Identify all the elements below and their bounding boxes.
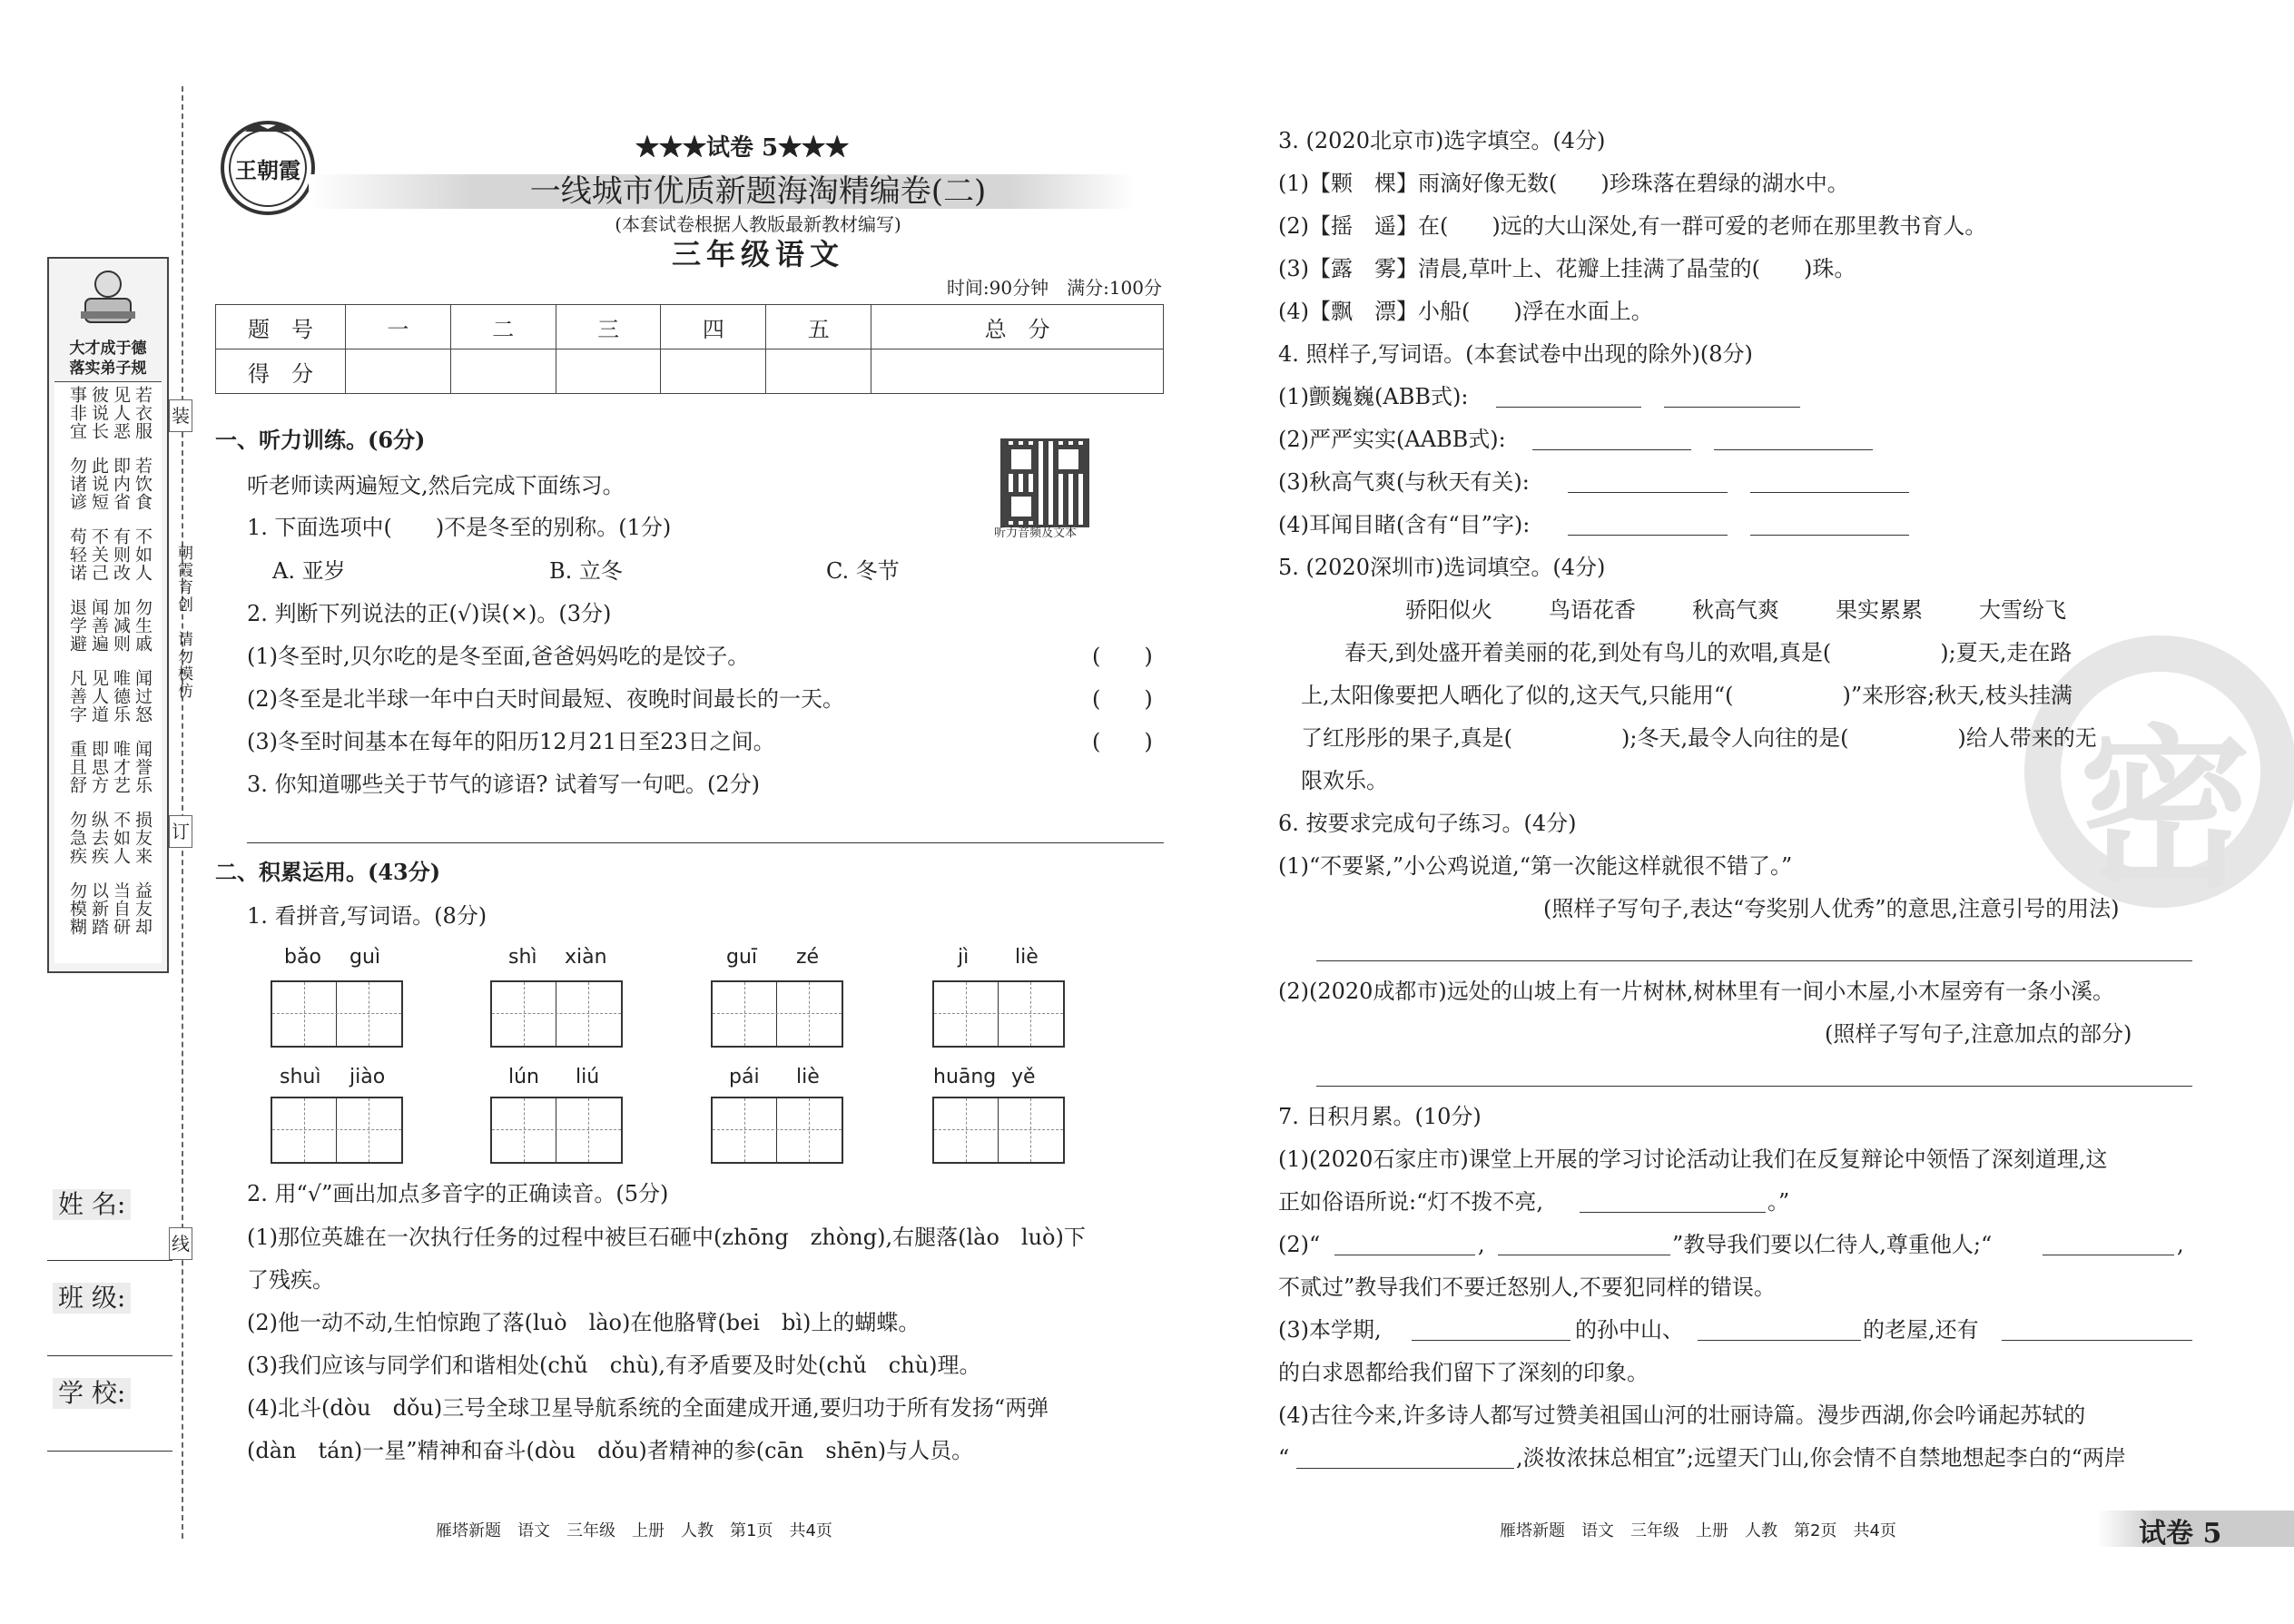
r-q4-item: (4)耳闻目睹(含有“目”字):	[1278, 512, 1531, 537]
proverb: 以新踏	[89, 881, 109, 936]
s1-q2: 2. 判断下列说法的正(√)误(×)。(3分)	[247, 601, 612, 626]
score-cell[interactable]	[871, 349, 1164, 394]
proverb: 闻誉乐	[133, 740, 153, 794]
student-figure-icon	[76, 266, 140, 330]
writing-grid[interactable]	[932, 980, 1065, 1048]
seal-label: 订	[169, 815, 192, 848]
score-header-cell: 一	[346, 305, 451, 349]
seal-label: 线	[169, 1227, 192, 1260]
proverb: 重且舒	[67, 740, 87, 794]
pinyin: xiàn	[565, 946, 607, 969]
proverb: 加减则	[111, 598, 131, 653]
q7-1-end: 。”	[1767, 1189, 1790, 1215]
s1-q1-option-b[interactable]: B. 立冬	[549, 558, 623, 584]
s2-q2: 2. 用“√”画出加点多音字的正确读音。(5分)	[247, 1181, 669, 1206]
score-header-cell: 三	[556, 305, 661, 349]
s1-q2-item: (3)冬至时间基本在每年的阳历12月21日至23日之间。	[247, 729, 775, 754]
word-option: 大雪纷飞	[1979, 597, 2066, 623]
r-q3-item: (3)【露 雾】清晨,草叶上、花瓣上挂满了晶莹的( )珠。	[1278, 256, 1856, 281]
q7-comma: ,	[1478, 1232, 1485, 1257]
answer-line[interactable]	[1580, 1212, 1766, 1213]
proverb: 彼说长	[89, 386, 109, 440]
proverb: 益友却	[133, 881, 153, 936]
qr-caption: 听力音频及文本	[994, 527, 1078, 540]
score-row-label: 得 分	[216, 349, 346, 394]
s1-q1: 1. 下面选项中( )不是冬至的别称。(1分)	[247, 515, 672, 540]
writing-grid[interactable]	[490, 980, 623, 1048]
writing-grid[interactable]	[271, 1097, 403, 1164]
motto-top: 大才成于德	[69, 340, 147, 358]
section1-title: 一、听力训练。(6分)	[215, 427, 426, 453]
s2-q2-line: (3)我们应该与同学们和谐相处(chǔ chù),有矛盾要及时处(chǔ chù)理。	[247, 1353, 981, 1378]
r-q3-item: (1)【颗 棵】雨滴好像无数( )珍珠落在碧绿的湖水中。	[1278, 171, 1849, 196]
proverb-grid	[54, 381, 162, 963]
proverb: 不如人	[133, 527, 153, 582]
pinyin: yě	[1011, 1066, 1036, 1088]
r-q7-line: 的白求恩都给我们留下了深刻的印象。	[1278, 1360, 1649, 1385]
score-cell[interactable]	[766, 349, 871, 394]
proverb: 勿模糊	[67, 881, 87, 936]
name-label: 姓 名:	[53, 1189, 131, 1220]
s1-q1-option-c[interactable]: C. 冬节	[826, 558, 900, 584]
proverb: 即内省	[111, 457, 131, 511]
writing-grid[interactable]	[711, 1097, 843, 1164]
pinyin: bǎo	[284, 946, 321, 969]
q5-passage-line: 上,太阳像要把人晒化了似的,这天气,只能用“( )”来形容;秋天,枝头挂满	[1301, 683, 2072, 708]
answer-line[interactable]	[1698, 1340, 1861, 1341]
proverb: 唯德乐	[111, 669, 131, 723]
proverb: 苟轻诺	[67, 527, 87, 582]
proverb: 闻过怒	[133, 669, 153, 723]
score-header-cell: 二	[450, 305, 556, 349]
answer-line[interactable]	[1750, 535, 1909, 536]
r-q6-2: (2)(2020成都市)远处的山坡上有一片树林,树林里有一间小木屋,小木屋旁有一条小溪。	[1278, 979, 2115, 1004]
pinyin: shuì	[280, 1066, 321, 1088]
answer-line[interactable]	[1532, 449, 1691, 450]
score-header-cell: 五	[766, 305, 871, 349]
proverb: 当自研	[111, 881, 131, 936]
answer-line[interactable]	[247, 842, 1164, 843]
watermark-text: 密	[2079, 708, 2252, 910]
q7-comma: ,	[2177, 1232, 2184, 1257]
r-q7-line: (2)“	[1278, 1232, 1321, 1257]
pinyin: zé	[796, 946, 820, 969]
answer-line[interactable]	[1412, 1340, 1570, 1341]
proverb: 纵去疾	[89, 811, 109, 865]
answer-line[interactable]	[1568, 492, 1728, 493]
score-table-score-row	[216, 349, 1164, 394]
answer-line[interactable]	[1496, 407, 1641, 408]
answer-paren[interactable]: ( )	[1092, 729, 1153, 754]
score-header-cell: 四	[661, 305, 766, 349]
proverb: 唯才艺	[111, 740, 131, 794]
answer-paren[interactable]: ( )	[1092, 644, 1153, 669]
proverb: 见人恶	[111, 386, 131, 440]
pinyin: jì	[958, 946, 970, 969]
s2-q1: 1. 看拼音,写词语。(8分)	[247, 903, 487, 929]
q7-3-b: 的老屋,还有	[1863, 1317, 1979, 1343]
pinyin: liè	[796, 1066, 820, 1088]
r-q5: 5. (2020深圳市)选词填空。(4分)	[1278, 555, 1606, 580]
answer-line[interactable]	[1750, 492, 1909, 493]
writing-grid[interactable]	[490, 1097, 623, 1164]
r-q7-line: 正如俗语所说:“灯不拨不亮,	[1278, 1189, 1543, 1215]
proverb: 事非宜	[67, 386, 87, 440]
proverb: 若衣服	[133, 386, 153, 440]
word-option: 骄阳似火	[1405, 597, 1492, 623]
pinyin: liú	[576, 1066, 600, 1088]
s2-q2-line: (dàn tán)一星”精神和奋斗(dòu dǒu)者精神的参(cān shēn)与人员。	[247, 1438, 974, 1463]
r-q3-item: (2)【摇 遥】在( )远的大山深处,有一群可爱的老师在那里教书育人。	[1278, 213, 1987, 239]
proverb: 不如人	[111, 811, 131, 865]
r-q6-1: (1)“不要紧,”小公鸡说道,“第一次能这样就很不错了。”	[1278, 853, 1793, 879]
proverb: 此说短	[89, 457, 109, 511]
proverb: 勿诸谚	[67, 457, 87, 511]
section1-intro: 听老师读两遍短文,然后完成下面练习。	[247, 473, 625, 498]
r-q6-2-note: (照样子写句子,注意加点的部分)	[1825, 1021, 2132, 1047]
s2-q2-line: (2)他一动不动,生怕惊跑了落(luò lào)在他胳臂(bei bì)上的蝴蝶。	[247, 1310, 921, 1335]
r-q4-item: (1)颤巍巍(ABB式):	[1278, 384, 1469, 409]
pinyin: shì	[508, 946, 537, 969]
score-cell[interactable]	[346, 349, 451, 394]
proverb-panel	[47, 257, 169, 973]
r-q7-line: (1)(2020石家庄市)课堂上开展的学习讨论活动让我们在反复辩论中领悟了深刻道理,这	[1278, 1147, 2108, 1172]
qr-code-icon[interactable]	[1000, 438, 1089, 527]
proverb: 勿急疾	[67, 811, 87, 865]
brand-logo	[218, 118, 318, 218]
pinyin: lún	[508, 1066, 539, 1088]
answer-line[interactable]	[1714, 449, 1873, 450]
s2-q2-line: (1)那位英雄在一次执行任务的过程中被巨石砸中(zhōng zhòng),右腿落(lào luò)下	[247, 1225, 1086, 1250]
pinyin: guì	[350, 946, 381, 969]
footer-left: 雁塔新题 语文 三年级 上册 人教 第1页 共4页	[436, 1521, 832, 1540]
proverb: 见人道	[89, 669, 109, 723]
writing-grid[interactable]	[932, 1097, 1065, 1164]
pinyin: pái	[729, 1066, 760, 1088]
proverb: 即思方	[89, 740, 109, 794]
test-number: ★★★试卷 5★★★	[635, 134, 850, 162]
binding-line	[182, 86, 183, 1539]
logo-text: 王朝霞	[235, 157, 300, 183]
school-field[interactable]	[47, 1451, 172, 1452]
q5-passage-line: 限欢乐。	[1301, 768, 1388, 793]
word-option: 果实累累	[1836, 597, 1923, 623]
score-header-cell: 总 分	[871, 305, 1164, 349]
s2-q2-line: 了残疾。	[247, 1267, 334, 1293]
q7-2-mid: ”教导我们要以仁待人,尊重他人;“	[1672, 1232, 1993, 1257]
r-q3: 3. (2020北京市)选字填空。(4分)	[1278, 128, 1606, 153]
pinyin: jiào	[350, 1066, 386, 1088]
r-q3-item: (4)【飘 漂】小船( )浮在水面上。	[1278, 299, 1653, 324]
proverb: 损友来	[133, 811, 153, 865]
proverb: 退学避	[67, 598, 87, 653]
pinyin: liè	[1015, 946, 1039, 969]
q7-3-a: 的孙中山、	[1575, 1317, 1684, 1343]
footer-right: 雁塔新题 语文 三年级 上册 人教 第2页 共4页	[1500, 1521, 1896, 1540]
grade-title: 三年级语文	[671, 237, 844, 271]
name-field[interactable]	[47, 1260, 172, 1261]
score-cell[interactable]	[556, 349, 661, 394]
s1-q2-item: (1)冬至时,贝尔吃的是冬至面,爸爸妈妈吃的是饺子。	[247, 644, 750, 669]
class-field[interactable]	[47, 1355, 172, 1356]
proverb: 有则改	[111, 527, 131, 582]
proverb: 凡善字	[67, 669, 87, 723]
score-header-cell: 题 号	[216, 305, 346, 349]
answer-line[interactable]	[1316, 1086, 2192, 1087]
school-label: 学 校:	[53, 1378, 131, 1409]
answer-line[interactable]	[1316, 960, 2192, 961]
main-title: 一线城市优质新题海淘精编卷(二)	[529, 173, 987, 210]
writing-grid[interactable]	[271, 980, 403, 1048]
r-q6-1-note: (照样子写句子,表达“夸奖别人优秀”的意思,注意引号的用法)	[1543, 896, 2120, 921]
pinyin: guī	[726, 946, 758, 969]
score-table-header-row	[216, 305, 1164, 349]
proverb: 勿生戚	[133, 598, 153, 653]
section2-title: 二、积累运用。(43分)	[215, 859, 441, 885]
class-label: 班 级:	[53, 1283, 131, 1314]
r-q6: 6. 按要求完成句子练习。(4分)	[1278, 811, 1577, 836]
answer-line[interactable]	[1296, 1468, 1514, 1469]
word-option: 秋高气爽	[1692, 597, 1779, 623]
proverb: 不关己	[89, 527, 109, 582]
s1-q3: 3. 你知道哪些关于节气的谚语? 试着写一句吧。(2分)	[247, 772, 761, 797]
score-table	[215, 304, 1164, 394]
writing-grid[interactable]	[711, 980, 843, 1048]
answer-line[interactable]	[1568, 535, 1728, 536]
pinyin: huāng	[933, 1066, 997, 1088]
score-cell[interactable]	[661, 349, 766, 394]
q5-passage-line: 了红彤彤的果子,真是( );冬天,最令人向往的是( )给人带来的无	[1301, 725, 2097, 751]
s2-q2-line: (4)北斗(dòu dǒu)三号全球卫星导航系统的全面建成开通,要归功于所有发扬“两弹	[247, 1395, 1049, 1421]
motto-bottom: 落实弟子规	[69, 359, 147, 378]
proverb: 若饮食	[133, 457, 153, 511]
time-score: 时间:90分钟 满分:100分	[946, 277, 1162, 299]
footer-tag: 试卷 5	[2139, 1518, 2222, 1550]
r-q7-line: “	[1278, 1445, 1290, 1471]
vertical-note: 朝霞育创 请勿模仿	[174, 545, 192, 700]
r-q4: 4. 照样子,写词语。(本套试卷中出现的除外)(8分)	[1278, 341, 1753, 367]
proverb: 闻善遍	[89, 598, 109, 653]
word-option: 鸟语花香	[1549, 597, 1636, 623]
r-q7-line: 不贰过”教导我们不要迁怒别人,不要犯同样的错误。	[1278, 1275, 1776, 1300]
answer-paren[interactable]: ( )	[1092, 686, 1153, 712]
r-q7: 7. 日积月累。(10分)	[1278, 1104, 1482, 1129]
r-q4-item: (3)秋高气爽(与秋天有关):	[1278, 469, 1530, 495]
sub-note: (本套试卷根据人教版最新教材编写)	[615, 213, 901, 235]
seal-label: 装	[169, 399, 192, 432]
score-cell[interactable]	[450, 349, 556, 394]
r-q7-line: (3)本学期,	[1278, 1317, 1382, 1343]
answer-line[interactable]	[1664, 407, 1800, 408]
r-q7-line: (4)古往今来,许多诗人都写过赞美祖国山河的壮丽诗篇。漫步西湖,你会吟诵起苏轼的	[1278, 1403, 2086, 1428]
q5-passage-line: 春天,到处盛开着美丽的花,到处有鸟儿的欢唱,真是( );夏天,走在路	[1301, 640, 2072, 665]
s1-q2-item: (2)冬至是北半球一年中白天时间最短、夜晚时间最长的一天。	[247, 686, 844, 712]
s1-q1-option-a[interactable]: A. 亚岁	[272, 558, 346, 584]
answer-line[interactable]	[2002, 1340, 2192, 1341]
r-q4-item: (2)严严实实(AABB式):	[1278, 427, 1506, 452]
q7-4-tail: ,淡妆浓抹总相宜”;远望天门山,你会情不自禁地想起李白的“两岸	[1516, 1445, 2126, 1471]
